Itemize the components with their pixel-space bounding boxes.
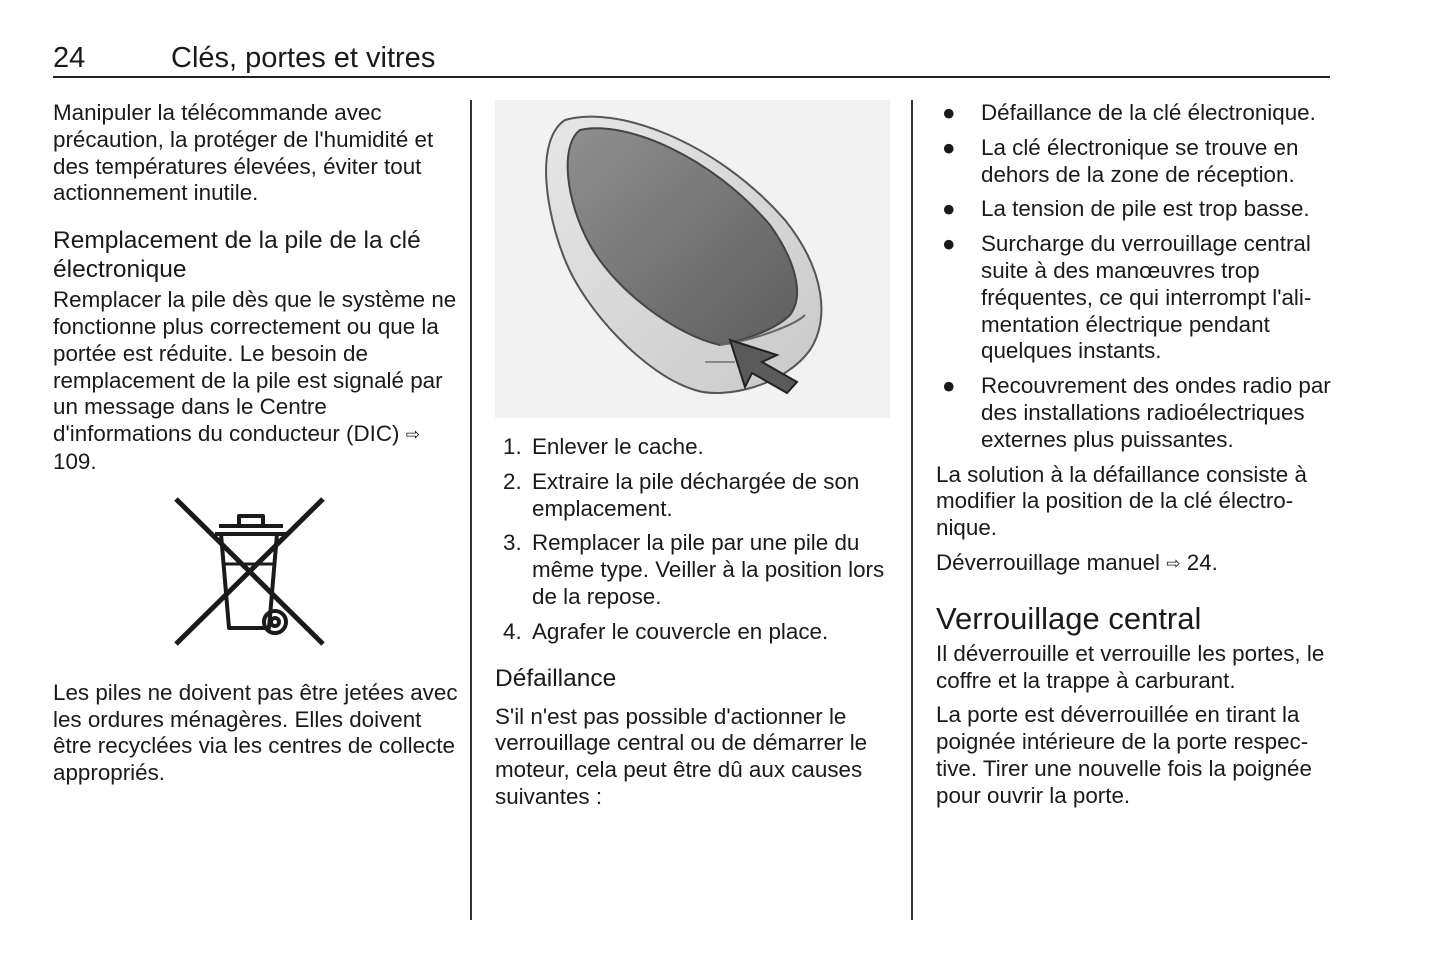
page-header: [53, 40, 1330, 78]
column-1: [53, 100, 458, 787]
failure-heading: Défaillance: [495, 664, 617, 692]
bullet-icon: ●: [942, 100, 956, 125]
section-title: Clés, portes et vitres: [171, 42, 436, 74]
column-divider: [470, 100, 472, 920]
step-text: Extraire la pile déchargée de son emplacement.: [532, 468, 860, 521]
key-fob-figure: [495, 100, 890, 418]
step-text: Remplacer la pile par une pile du même type. Veiller à la position lors de la repose.: [532, 530, 885, 609]
cause-text: Surcharge du verrouillage central suite à des manœuvres trop fréquentes, ce qui interrompt l'alimentation électrique pendant quelques instants.: [981, 231, 1312, 364]
battery-paragraph: [53, 287, 458, 476]
battery-heading: Remplacement de la pile de la clé électronique: [53, 227, 421, 284]
step-number: 4.: [503, 618, 522, 644]
steps-list: [495, 434, 895, 646]
recycling-symbol: [171, 494, 331, 654]
cause-text: La clé électronique se trouve en dehors de la zone de réception.: [981, 134, 1299, 187]
door-unlock-paragraph: La porte est déverrouillée en tirant la poignée intérieure de la porte respective. Tirer une nouvelle fois la poignée pour ouvrir la porte.: [936, 702, 1312, 808]
list-item: [495, 434, 895, 461]
cause-text: Recouvrement des ondes radio par des installations radioélectriques externes plus puissantes.: [981, 373, 1331, 452]
central-locking-paragraph: Il déverrouille et verrouille les portes, le coffre et la trappe à carburant.: [936, 640, 1325, 693]
list-item: [495, 619, 895, 646]
list-item: [936, 135, 1336, 189]
step-text: Agrafer le couvercle en place.: [532, 618, 829, 644]
causes-list: [936, 100, 1336, 454]
manual-unlock-paragraph: [936, 550, 1336, 578]
intro-paragraph: Manipuler la télécommande avec précaution, la protéger de l'humidité et des températures élevées, éviter tout actionnement inutile.: [53, 100, 434, 206]
list-item: [936, 100, 1336, 127]
column-2: [495, 100, 895, 811]
manual-unlock-text: Déverrouillage manuel: [936, 549, 1161, 575]
central-locking-heading: Verrouillage central: [936, 600, 1202, 636]
crossed-bin-icon: [171, 494, 331, 654]
list-item: [495, 530, 895, 610]
step-text: Enlever le cache.: [532, 434, 704, 459]
list-item: [495, 469, 895, 523]
bullet-icon: ●: [942, 134, 956, 160]
column-divider: [911, 100, 913, 920]
bullet-icon: ●: [942, 196, 956, 222]
cause-text: Défaillance de la clé électronique.: [981, 100, 1316, 125]
list-item: [936, 196, 1336, 223]
bullet-icon: ●: [942, 373, 956, 399]
reference-link[interactable]: 24.: [1186, 549, 1218, 575]
step-number: 1.: [503, 434, 522, 459]
key-fob-illustration: [495, 100, 890, 418]
cause-text: La tension de pile est trop basse.: [981, 196, 1310, 222]
disposal-paragraph: Les piles ne doivent pas être jetées avec les ordures ménagères. Elles doivent être recyclées via les centres de collecte appropriés.: [53, 679, 458, 786]
column-3: [936, 100, 1336, 810]
list-item: [936, 373, 1336, 453]
battery-text: Remplacer la pile dès que le système ne fonctionne plus correctement ou que la portée est réduite. Le besoin de remplacement de la pile est signalé par un message dans le Centre d'informations du conducteur (DIC): [53, 287, 457, 447]
page-reference-icon: ⇨: [405, 425, 420, 445]
page-reference-icon: ⇨: [1166, 553, 1181, 573]
page-number: 24: [53, 42, 86, 74]
solution-paragraph: La solution à la défaillance consiste à modifier la position de la clé électronique.: [936, 461, 1307, 541]
failure-paragraph: S'il n'est pas possible d'actionner le verrouillage central ou de démarrer le moteur, cela peut être dû aux causes suivantes :: [495, 703, 868, 809]
list-item: [936, 231, 1336, 365]
step-number: 2.: [503, 468, 522, 494]
reference-link[interactable]: 109.: [53, 448, 97, 474]
bullet-icon: ●: [942, 231, 956, 257]
step-number: 3.: [503, 530, 522, 556]
